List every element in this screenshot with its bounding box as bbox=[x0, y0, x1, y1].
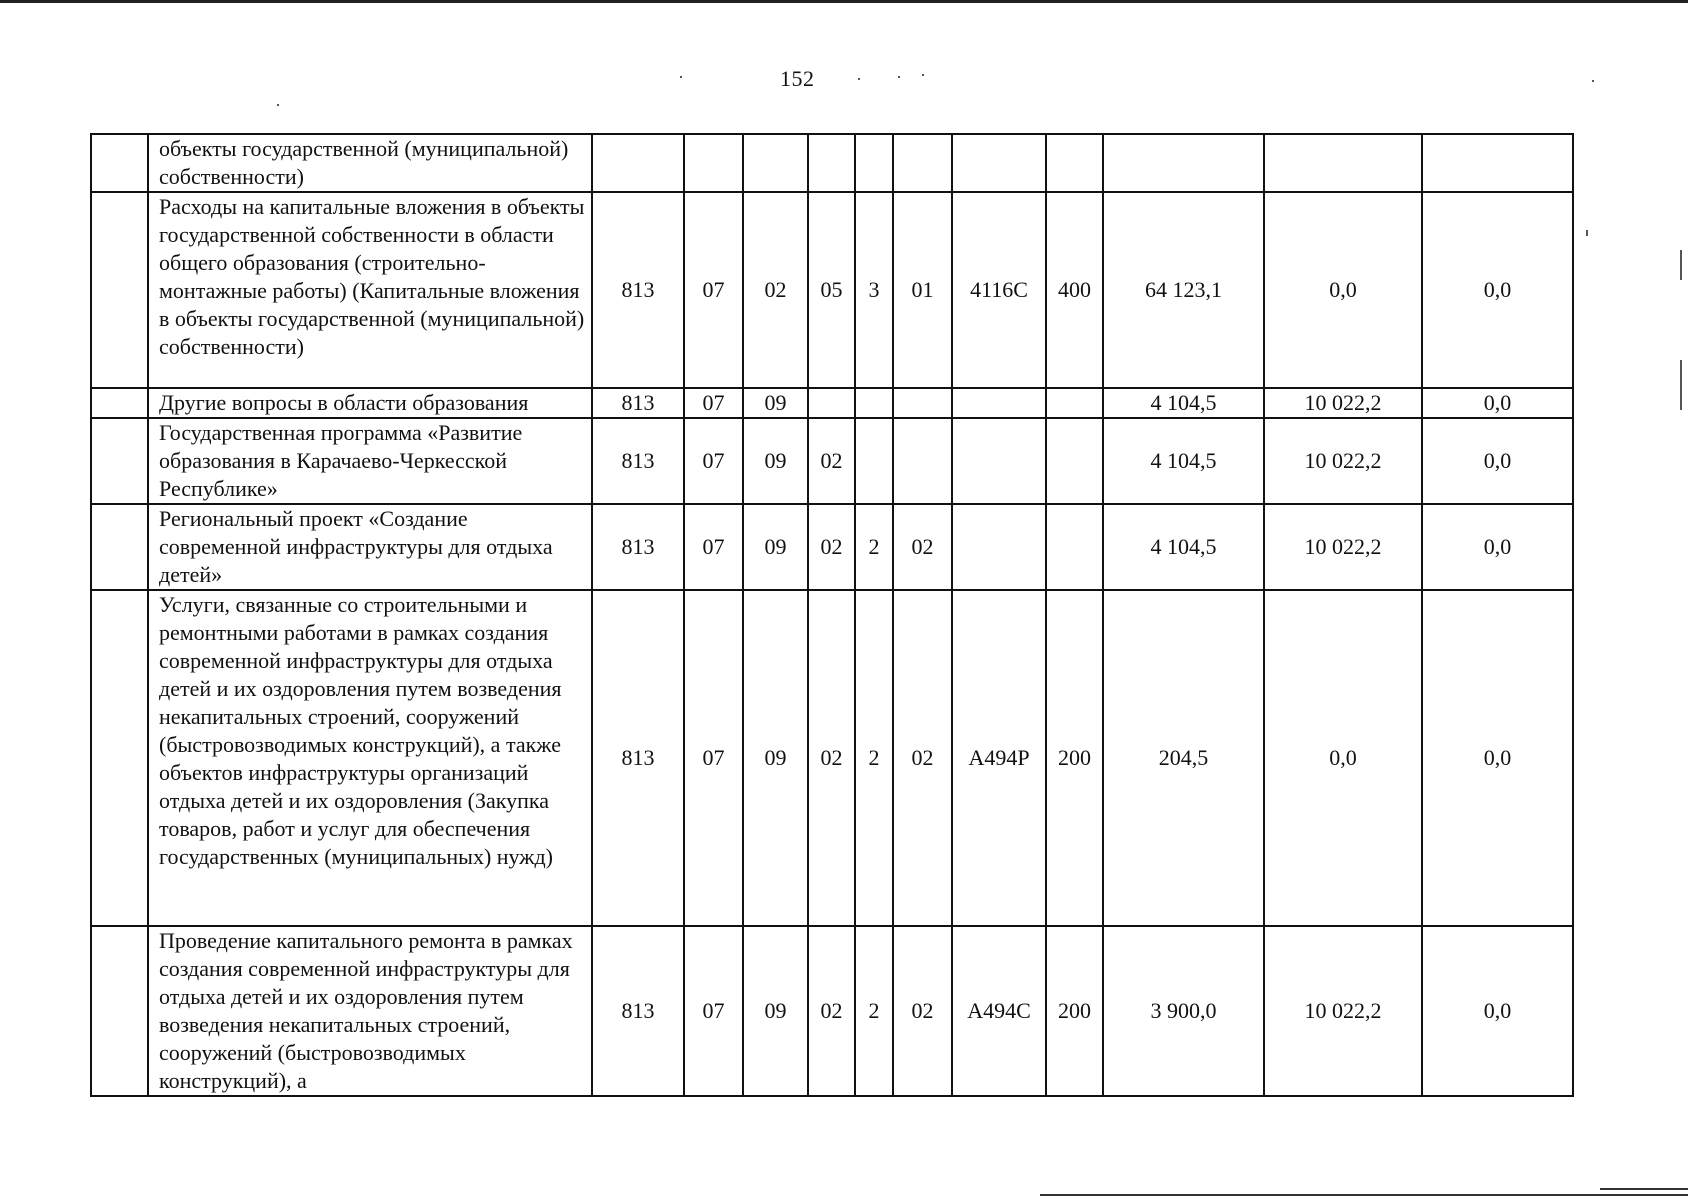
section-code: 07 bbox=[684, 590, 743, 926]
table-row bbox=[91, 192, 1573, 388]
expense-type-code: 200 bbox=[1046, 590, 1103, 926]
subsection-code: 09 bbox=[743, 590, 808, 926]
row-index-cell bbox=[91, 926, 148, 1096]
direction-code: А494С bbox=[952, 926, 1046, 1096]
scan-speck bbox=[898, 76, 900, 78]
row-index-cell bbox=[91, 418, 148, 504]
event-code bbox=[893, 388, 952, 418]
event-code: 02 bbox=[893, 590, 952, 926]
program-code: 02 bbox=[808, 590, 855, 926]
subprogram-code: 2 bbox=[855, 590, 893, 926]
table-row bbox=[91, 926, 1573, 1096]
scan-speck bbox=[277, 104, 279, 106]
subprogram-code bbox=[855, 418, 893, 504]
scan-edge-mark bbox=[1680, 360, 1682, 410]
amount-year-1: 4 104,5 bbox=[1103, 418, 1264, 504]
program-code: 02 bbox=[808, 418, 855, 504]
scan-speck bbox=[922, 74, 924, 76]
admin-code: 813 bbox=[592, 926, 684, 1096]
admin-code: 813 bbox=[592, 418, 684, 504]
direction-code: А494Р bbox=[952, 590, 1046, 926]
row-index-cell bbox=[91, 192, 148, 388]
section-code: 07 bbox=[684, 926, 743, 1096]
section-code: 07 bbox=[684, 418, 743, 504]
event-code: 02 bbox=[893, 504, 952, 590]
table-row bbox=[91, 504, 1573, 590]
table-row bbox=[91, 590, 1573, 926]
amount-year-2: 10 022,2 bbox=[1264, 388, 1422, 418]
amount-year-2: 10 022,2 bbox=[1264, 418, 1422, 504]
amount-year-2: 0,0 bbox=[1264, 590, 1422, 926]
event-code bbox=[893, 134, 952, 192]
row-description: объекты государственной (муниципальной) собственности) bbox=[148, 134, 592, 192]
expense-type-code: 400 bbox=[1046, 192, 1103, 388]
program-code bbox=[808, 388, 855, 418]
expense-type-code bbox=[1046, 388, 1103, 418]
scan-speck bbox=[680, 76, 682, 78]
amount-year-2: 10 022,2 bbox=[1264, 926, 1422, 1096]
row-index-cell bbox=[91, 504, 148, 590]
amount-year-1: 64 123,1 bbox=[1103, 192, 1264, 388]
program-code: 05 bbox=[808, 192, 855, 388]
scan-speck bbox=[858, 78, 860, 80]
amount-year-3 bbox=[1422, 134, 1573, 192]
direction-code bbox=[952, 388, 1046, 418]
amount-year-3: 0,0 bbox=[1422, 590, 1573, 926]
section-code: 07 bbox=[684, 388, 743, 418]
section-code: 07 bbox=[684, 504, 743, 590]
row-description: Региональный проект «Создание современной инфраструктуры для отдыха детей» bbox=[148, 504, 592, 590]
program-code: 02 bbox=[808, 504, 855, 590]
amount-year-2 bbox=[1264, 134, 1422, 192]
scan-top-border bbox=[0, 0, 1688, 3]
scan-speck bbox=[1586, 230, 1588, 236]
page-number: 152 bbox=[780, 66, 815, 91]
row-index-cell bbox=[91, 134, 148, 192]
budget-table bbox=[90, 133, 1574, 1097]
row-description: Проведение капитального ремонта в рамках создания современной инфраструктуры для отдыха детей и их оздоровления путем возведения некапитальных строений, сооружений (быстровозводимых конструкций), а bbox=[148, 926, 592, 1096]
direction-code bbox=[952, 134, 1046, 192]
subsection-code: 09 bbox=[743, 926, 808, 1096]
scan-bottom-edge bbox=[1040, 1194, 1688, 1196]
subprogram-code bbox=[855, 134, 893, 192]
subsection-code: 09 bbox=[743, 504, 808, 590]
expense-type-code: 200 bbox=[1046, 926, 1103, 1096]
program-code bbox=[808, 134, 855, 192]
subprogram-code bbox=[855, 388, 893, 418]
subsection-code: 09 bbox=[743, 388, 808, 418]
event-code bbox=[893, 418, 952, 504]
direction-code bbox=[952, 504, 1046, 590]
event-code: 01 bbox=[893, 192, 952, 388]
event-code: 02 bbox=[893, 926, 952, 1096]
subprogram-code: 2 bbox=[855, 926, 893, 1096]
scan-edge-mark bbox=[1680, 250, 1682, 280]
expense-type-code bbox=[1046, 134, 1103, 192]
row-index-cell bbox=[91, 388, 148, 418]
section-code bbox=[684, 134, 743, 192]
amount-year-2: 0,0 bbox=[1264, 192, 1422, 388]
amount-year-3: 0,0 bbox=[1422, 388, 1573, 418]
subsection-code: 02 bbox=[743, 192, 808, 388]
amount-year-3: 0,0 bbox=[1422, 192, 1573, 388]
row-description: Другие вопросы в области образования bbox=[148, 388, 592, 418]
subsection-code: 09 bbox=[743, 418, 808, 504]
table-row bbox=[91, 134, 1573, 192]
amount-year-2: 10 022,2 bbox=[1264, 504, 1422, 590]
admin-code: 813 bbox=[592, 388, 684, 418]
subprogram-code: 3 bbox=[855, 192, 893, 388]
amount-year-3: 0,0 bbox=[1422, 418, 1573, 504]
admin-code: 813 bbox=[592, 504, 684, 590]
expense-type-code bbox=[1046, 418, 1103, 504]
row-description: Расходы на капитальные вложения в объекты государственной собственности в области общего образования (строительно-монтажные работы) (Капитальные вложения в объекты государственной (муниципальной) собственности) bbox=[148, 192, 592, 388]
admin-code: 813 bbox=[592, 590, 684, 926]
amount-year-3: 0,0 bbox=[1422, 926, 1573, 1096]
amount-year-3: 0,0 bbox=[1422, 504, 1573, 590]
amount-year-1 bbox=[1103, 134, 1264, 192]
section-code: 07 bbox=[684, 192, 743, 388]
table-row bbox=[91, 418, 1573, 504]
amount-year-1: 4 104,5 bbox=[1103, 388, 1264, 418]
row-description: Государственная программа «Развитие образования в Карачаево-Черкесской Республике» bbox=[148, 418, 592, 504]
scan-speck bbox=[1592, 80, 1594, 82]
direction-code: 4116С bbox=[952, 192, 1046, 388]
admin-code bbox=[592, 134, 684, 192]
row-description: Услуги, связанные со строительными и ремонтными работами в рамках создания современной инфраструктуры для отдыха детей и их оздоровления путем возведения некапитальных строений, сооружений (быстровозводимых конструкций), а также объектов инфраструктуры организаций отдыха детей и их оздоровления (Закупка товаров, работ и услуг для обеспечения государственных (муниципальных) нужд) bbox=[148, 590, 592, 926]
scan-bottom-edge bbox=[1600, 1188, 1688, 1190]
admin-code: 813 bbox=[592, 192, 684, 388]
subsection-code bbox=[743, 134, 808, 192]
expense-type-code bbox=[1046, 504, 1103, 590]
amount-year-1: 3 900,0 bbox=[1103, 926, 1264, 1096]
amount-year-1: 4 104,5 bbox=[1103, 504, 1264, 590]
amount-year-1: 204,5 bbox=[1103, 590, 1264, 926]
program-code: 02 bbox=[808, 926, 855, 1096]
direction-code bbox=[952, 418, 1046, 504]
table-row bbox=[91, 388, 1573, 418]
row-index-cell bbox=[91, 590, 148, 926]
subprogram-code: 2 bbox=[855, 504, 893, 590]
